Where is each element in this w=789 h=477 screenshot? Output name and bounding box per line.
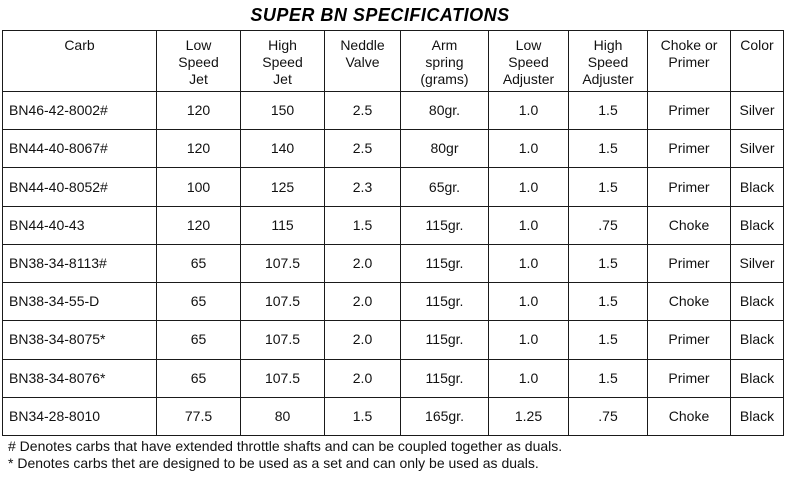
header-high-speed-adjuster: High Speed Adjuster bbox=[569, 31, 648, 92]
cell-low-speed-jet: 77.5 bbox=[157, 397, 241, 435]
cell-low-speed-jet: 65 bbox=[157, 283, 241, 321]
cell-high-speed-jet: 107.5 bbox=[241, 244, 325, 282]
cell-needle-valve: 2.0 bbox=[325, 321, 401, 359]
cell-low-speed-jet: 65 bbox=[157, 321, 241, 359]
cell-color: Black bbox=[731, 359, 784, 397]
cell-low-speed-jet: 65 bbox=[157, 359, 241, 397]
cell-carb: BN38-34-8076* bbox=[3, 359, 157, 397]
cell-low-speed-adjuster: 1.0 bbox=[489, 168, 569, 206]
table-row bbox=[3, 283, 784, 321]
header-carb: Carb bbox=[3, 31, 157, 92]
cell-carb: BN44-40-8067# bbox=[3, 130, 157, 168]
cell-high-speed-adjuster: 1.5 bbox=[569, 359, 648, 397]
cell-color: Black bbox=[731, 168, 784, 206]
specifications-table bbox=[2, 30, 784, 436]
cell-high-speed-adjuster: 1.5 bbox=[569, 321, 648, 359]
cell-choke-or-primer: Choke bbox=[648, 283, 731, 321]
cell-color: Silver bbox=[731, 130, 784, 168]
cell-carb: BN34-28-8010 bbox=[3, 397, 157, 435]
cell-arm-spring: 80gr. bbox=[401, 92, 489, 130]
cell-low-speed-adjuster: 1.25 bbox=[489, 397, 569, 435]
cell-low-speed-jet: 120 bbox=[157, 130, 241, 168]
cell-color: Silver bbox=[731, 92, 784, 130]
table-row bbox=[3, 321, 784, 359]
table-row bbox=[3, 397, 784, 435]
cell-needle-valve: 2.0 bbox=[325, 359, 401, 397]
cell-low-speed-jet: 100 bbox=[157, 168, 241, 206]
cell-carb: BN38-34-55-D bbox=[3, 283, 157, 321]
cell-high-speed-jet: 150 bbox=[241, 92, 325, 130]
cell-carb: BN38-34-8075* bbox=[3, 321, 157, 359]
cell-arm-spring: 115gr. bbox=[401, 283, 489, 321]
footnotes bbox=[8, 438, 562, 472]
table-row bbox=[3, 359, 784, 397]
cell-high-speed-adjuster: 1.5 bbox=[569, 92, 648, 130]
cell-carb: BN38-34-8113# bbox=[3, 244, 157, 282]
cell-low-speed-adjuster: 1.0 bbox=[489, 92, 569, 130]
cell-arm-spring: 115gr. bbox=[401, 206, 489, 244]
cell-color: Black bbox=[731, 321, 784, 359]
cell-needle-valve: 2.5 bbox=[325, 92, 401, 130]
table-row bbox=[3, 130, 784, 168]
cell-choke-or-primer: Primer bbox=[648, 244, 731, 282]
header-needle-valve: Neddle Valve bbox=[325, 31, 401, 92]
cell-arm-spring: 115gr. bbox=[401, 321, 489, 359]
table-row bbox=[3, 168, 784, 206]
cell-arm-spring: 165gr. bbox=[401, 397, 489, 435]
cell-high-speed-jet: 107.5 bbox=[241, 359, 325, 397]
cell-high-speed-jet: 80 bbox=[241, 397, 325, 435]
page-title: SUPER BN SPECIFICATIONS bbox=[250, 5, 510, 25]
table-row bbox=[3, 92, 784, 130]
cell-high-speed-adjuster: .75 bbox=[569, 397, 648, 435]
header-low-speed-jet: Low Speed Jet bbox=[157, 31, 241, 92]
cell-low-speed-adjuster: 1.0 bbox=[489, 130, 569, 168]
table-body bbox=[3, 92, 784, 436]
cell-high-speed-adjuster: 1.5 bbox=[569, 130, 648, 168]
cell-color: Black bbox=[731, 283, 784, 321]
cell-choke-or-primer: Primer bbox=[648, 168, 731, 206]
cell-high-speed-jet: 125 bbox=[241, 168, 325, 206]
cell-choke-or-primer: Primer bbox=[648, 92, 731, 130]
cell-low-speed-jet: 120 bbox=[157, 206, 241, 244]
cell-high-speed-jet: 140 bbox=[241, 130, 325, 168]
cell-carb: BN44-40-43 bbox=[3, 206, 157, 244]
cell-low-speed-jet: 65 bbox=[157, 244, 241, 282]
cell-low-speed-adjuster: 1.0 bbox=[489, 321, 569, 359]
cell-low-speed-adjuster: 1.0 bbox=[489, 244, 569, 282]
cell-high-speed-adjuster: 1.5 bbox=[569, 168, 648, 206]
footnote-asterisk: * Denotes carbs thet are designed to be used as a set and can only be used as duals. bbox=[8, 455, 539, 471]
cell-color: Black bbox=[731, 206, 784, 244]
header-high-speed-jet: High Speed Jet bbox=[241, 31, 325, 92]
cell-color: Silver bbox=[731, 244, 784, 282]
cell-high-speed-adjuster: 1.5 bbox=[569, 244, 648, 282]
cell-needle-valve: 2.0 bbox=[325, 283, 401, 321]
cell-low-speed-adjuster: 1.0 bbox=[489, 359, 569, 397]
table-row bbox=[3, 244, 784, 282]
footnote-hash: # Denotes carbs that have extended throttle shafts and can be coupled together as duals. bbox=[8, 438, 563, 454]
cell-arm-spring: 115gr. bbox=[401, 244, 489, 282]
cell-needle-valve: 2.3 bbox=[325, 168, 401, 206]
cell-choke-or-primer: Primer bbox=[648, 130, 731, 168]
cell-arm-spring: 80gr bbox=[401, 130, 489, 168]
cell-arm-spring: 115gr. bbox=[401, 359, 489, 397]
cell-high-speed-jet: 107.5 bbox=[241, 283, 325, 321]
cell-carb: BN46-42-8002# bbox=[3, 92, 157, 130]
cell-high-speed-adjuster: .75 bbox=[569, 206, 648, 244]
cell-needle-valve: 1.5 bbox=[325, 206, 401, 244]
cell-needle-valve: 1.5 bbox=[325, 397, 401, 435]
cell-choke-or-primer: Primer bbox=[648, 321, 731, 359]
cell-low-speed-adjuster: 1.0 bbox=[489, 283, 569, 321]
cell-color: Black bbox=[731, 397, 784, 435]
cell-choke-or-primer: Primer bbox=[648, 359, 731, 397]
header-arm-spring: Arm spring (grams) bbox=[401, 31, 489, 92]
cell-low-speed-adjuster: 1.0 bbox=[489, 206, 569, 244]
cell-needle-valve: 2.0 bbox=[325, 244, 401, 282]
cell-high-speed-jet: 115 bbox=[241, 206, 325, 244]
cell-choke-or-primer: Choke bbox=[648, 206, 731, 244]
cell-needle-valve: 2.5 bbox=[325, 130, 401, 168]
table-row bbox=[3, 206, 784, 244]
header-choke-or-primer: Choke or Primer bbox=[648, 31, 731, 92]
cell-low-speed-jet: 120 bbox=[157, 92, 241, 130]
cell-high-speed-adjuster: 1.5 bbox=[569, 283, 648, 321]
header-color: Color bbox=[731, 31, 784, 92]
cell-choke-or-primer: Choke bbox=[648, 397, 731, 435]
cell-carb: BN44-40-8052# bbox=[3, 168, 157, 206]
table-header-row bbox=[3, 31, 784, 92]
cell-high-speed-jet: 107.5 bbox=[241, 321, 325, 359]
cell-arm-spring: 65gr. bbox=[401, 168, 489, 206]
header-low-speed-adjuster: Low Speed Adjuster bbox=[489, 31, 569, 92]
